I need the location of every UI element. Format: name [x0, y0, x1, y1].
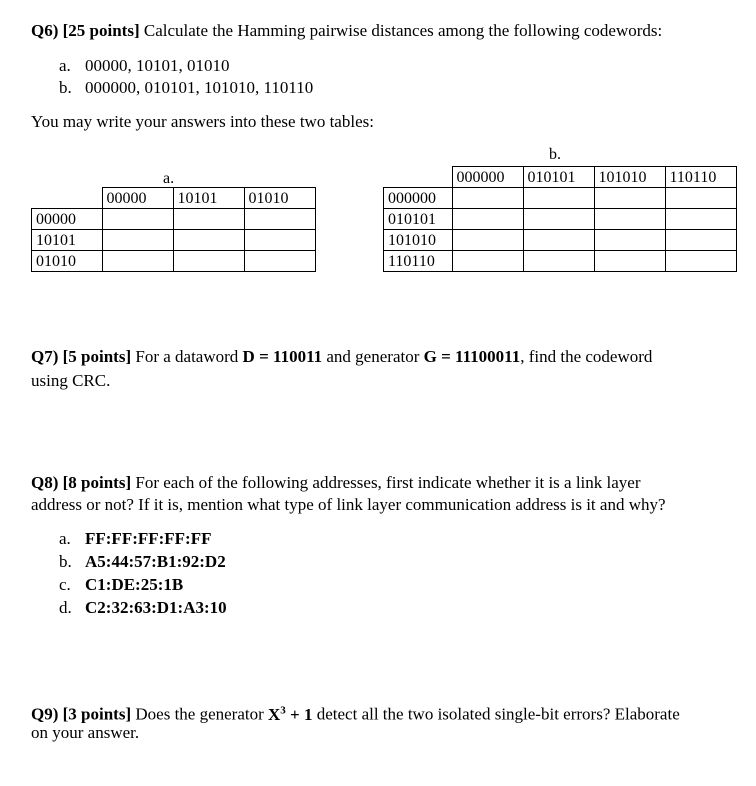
table-b-col-header: 000000 [452, 167, 523, 188]
q7-dataword: D = 110011 [242, 347, 323, 366]
q8-item-b-text: A5:44:57:B1:92:D2 [85, 552, 226, 571]
table-b-cell[interactable] [523, 209, 594, 230]
q8-points: [8 points] [62, 473, 132, 492]
q6-item-b-text: 000000, 010101, 101010, 110110 [85, 78, 314, 97]
table-b-cell[interactable] [665, 188, 736, 209]
q9-text-after: detect all the two isolated single-bit errors? Elaborate [316, 704, 680, 724]
q6-item-a-label: a. [59, 56, 71, 75]
q6-instruction: You may write your answers into these two tables: [31, 112, 374, 131]
table-b-cell[interactable] [665, 230, 736, 251]
table-row [384, 251, 737, 272]
table-b-cell[interactable] [594, 251, 665, 272]
table-a-col-header: 01010 [244, 188, 315, 209]
q8-text: For each of the following addresses, first indicate whether it is a link layer [135, 473, 641, 492]
table-b-row-header: 010101 [384, 209, 453, 230]
table-b-row-header: 101010 [384, 230, 453, 251]
table-a [31, 187, 316, 272]
q8-item-b [59, 551, 226, 573]
q7-line2: using CRC. [31, 371, 111, 390]
q6-number: Q6) [31, 21, 59, 40]
q6-heading [31, 20, 662, 42]
table-b-cell[interactable] [594, 188, 665, 209]
table-a-col-header: 10101 [173, 188, 244, 209]
q8-item-d [59, 597, 227, 619]
table-a-cell[interactable] [244, 230, 315, 251]
table-b-cell[interactable] [665, 209, 736, 230]
table-a-cell[interactable] [173, 209, 244, 230]
table-row [32, 209, 316, 230]
q6-item-b [59, 77, 313, 99]
table-b-cell[interactable] [523, 251, 594, 272]
q8-line2: address or not? If it is, mention what type of link layer communication address is it and why? [31, 495, 666, 514]
q8-item-d-label: d. [59, 598, 72, 617]
table-row [384, 188, 737, 209]
table-b-corner [384, 167, 453, 188]
q8-item-a-text: FF:FF:FF:FF:FF [85, 529, 212, 548]
q8-number: Q8) [31, 473, 59, 492]
q7-points: [5 points] [62, 347, 132, 366]
table-b [383, 166, 737, 272]
q8-item-c [59, 574, 183, 596]
q7-number: Q7) [31, 347, 59, 366]
table-a-header-row [32, 188, 316, 209]
table-a-caption: a. [163, 170, 175, 187]
q7-text-before: For a dataword [135, 347, 239, 366]
table-b-cell[interactable] [523, 230, 594, 251]
q6-item-b-label: b. [59, 78, 72, 97]
table-a-row-header: 00000 [32, 209, 103, 230]
table-a-row-header: 10101 [32, 230, 103, 251]
table-row [384, 230, 737, 251]
q8-item-d-text: C2:32:63:D1:A3:10 [85, 598, 227, 617]
table-a-row-header: 01010 [32, 251, 103, 272]
table-b-cell[interactable] [594, 209, 665, 230]
q9-text-before: Does the generator [135, 704, 264, 724]
table-a-cell[interactable] [102, 209, 173, 230]
q8-item-a [59, 528, 212, 550]
q6-item-a-text: 00000, 10101, 01010 [85, 56, 230, 75]
q9-number: Q9) [31, 704, 59, 724]
table-a-col-header: 00000 [102, 188, 173, 209]
table-a-cell[interactable] [102, 251, 173, 272]
q7-line1 [31, 346, 652, 368]
table-a-cell[interactable] [244, 209, 315, 230]
q6-item-a [59, 55, 230, 77]
table-a-cell[interactable] [173, 230, 244, 251]
table-b-header-row [384, 167, 737, 188]
q9-generator [268, 705, 312, 724]
q8-line1 [31, 472, 641, 494]
table-b-row-header: 110110 [384, 251, 453, 272]
table-a-cell[interactable] [102, 230, 173, 251]
table-a-cell[interactable] [173, 251, 244, 272]
table-b-cell[interactable] [665, 251, 736, 272]
table-b-cell[interactable] [452, 230, 523, 251]
q6-text: Calculate the Hamming pairwise distances among the following codewords: [143, 21, 663, 40]
table-b-row-header: 000000 [384, 188, 453, 209]
table-b-col-header: 010101 [523, 167, 594, 188]
q9-line2: on your answer. [31, 723, 140, 742]
table-row [32, 251, 316, 272]
q8-item-c-label: c. [59, 575, 71, 594]
table-b-cell[interactable] [452, 209, 523, 230]
table-row [32, 230, 316, 251]
q6-points: [25 points] [62, 21, 140, 40]
q9-generator-exp: 3 [280, 704, 286, 716]
table-row [384, 209, 737, 230]
table-a-corner [32, 188, 103, 209]
table-a-cell[interactable] [244, 251, 315, 272]
table-b-cell[interactable] [452, 188, 523, 209]
q7-generator: G = 11100011 [423, 347, 521, 366]
table-b-cell[interactable] [594, 230, 665, 251]
q9-points: [3 points] [62, 704, 132, 724]
q9-generator-base: X [268, 704, 281, 724]
q7-text-middle: and generator [326, 347, 420, 366]
q7-text-after: , find the codeword [520, 347, 653, 366]
table-b-cell[interactable] [523, 188, 594, 209]
table-b-col-header: 101010 [594, 167, 665, 188]
q9-generator-rest: + 1 [290, 704, 313, 724]
q8-item-c-text: C1:DE:25:1B [85, 575, 184, 594]
q8-item-b-label: b. [59, 552, 72, 571]
q8-item-a-label: a. [59, 529, 71, 548]
table-b-cell[interactable] [452, 251, 523, 272]
table-b-caption: b. [549, 146, 561, 163]
table-b-col-header: 110110 [665, 167, 736, 188]
